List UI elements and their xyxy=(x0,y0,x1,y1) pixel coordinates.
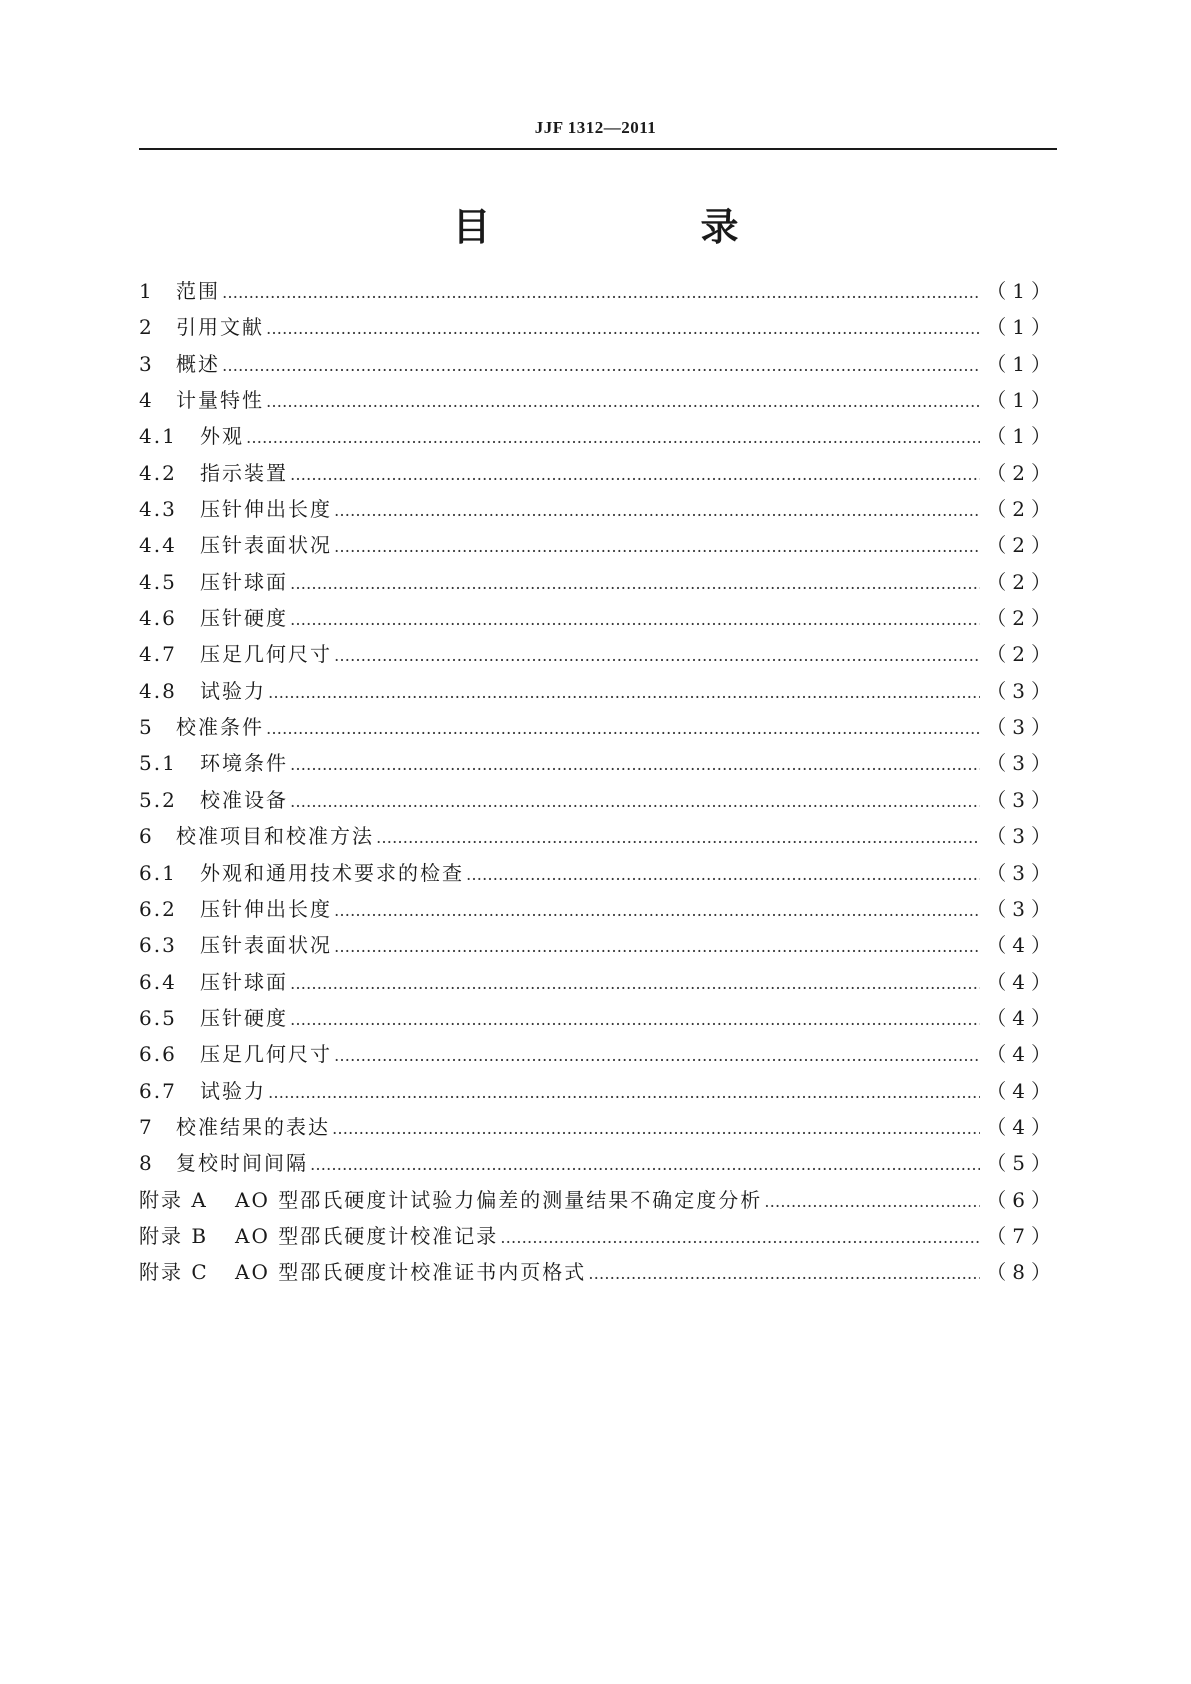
toc-entry-title: 压足几何尺寸 xyxy=(200,642,332,667)
toc-entry-title: 压足几何尺寸 xyxy=(200,1042,332,1067)
toc-entry-title: 复校时间间隔 xyxy=(176,1151,308,1176)
toc-entry[interactable] xyxy=(139,1002,1057,1038)
toc-leader-dots xyxy=(334,646,980,665)
toc-entry[interactable] xyxy=(139,638,1057,674)
toc-entry-page: （2） xyxy=(986,642,1057,667)
toc-entry[interactable] xyxy=(139,1111,1057,1147)
toc-entry-page: （2） xyxy=(986,533,1057,558)
toc-leader-dots xyxy=(332,1119,980,1138)
toc-entry[interactable] xyxy=(139,311,1057,347)
toc-entry-title: 压针球面 xyxy=(200,969,288,994)
toc-leader-dots xyxy=(500,1228,980,1247)
standard-code-header: JJF 1312—2011 xyxy=(534,118,657,137)
toc-entry-page: （3） xyxy=(986,824,1057,849)
toc-leader-dots xyxy=(310,1155,980,1174)
toc-leader-dots xyxy=(588,1264,980,1283)
toc-entry[interactable] xyxy=(139,711,1057,747)
toc-entry[interactable] xyxy=(139,857,1057,893)
toc-entry-number: 附录 B xyxy=(139,1223,209,1248)
toc-leader-dots xyxy=(466,865,980,884)
toc-entry[interactable] xyxy=(139,602,1057,638)
toc-entry-page: （4） xyxy=(986,1042,1057,1067)
toc-entry-title: 压针硬度 xyxy=(200,1005,288,1030)
toc-entry-number: 8 xyxy=(139,1151,154,1176)
toc-entry[interactable] xyxy=(139,529,1057,565)
toc-entry-page: （8） xyxy=(986,1260,1057,1285)
toc-entry-title: 试验力 xyxy=(200,1078,266,1103)
toc-leader-dots xyxy=(246,428,980,447)
toc-entry[interactable] xyxy=(139,384,1057,420)
toc-entry-page: （2） xyxy=(986,569,1057,594)
toc-entry-title: 范围 xyxy=(176,279,220,303)
toc-entry-title: AO 型邵氏硬度计校准证书内页格式 xyxy=(235,1260,587,1285)
toc-entry-title: 校准结果的表达 xyxy=(176,1114,330,1139)
toc-entry-title: 试验力 xyxy=(200,678,266,703)
toc-entry-title: 压针表面状况 xyxy=(200,533,332,558)
toc-leader-dots xyxy=(266,719,980,738)
toc-leader-dots xyxy=(268,683,980,702)
toc-entry-page: （4） xyxy=(986,933,1057,958)
toc-entry-page: （2） xyxy=(986,497,1057,522)
toc-entry-page: （2） xyxy=(986,460,1057,485)
toc-leader-dots xyxy=(376,828,980,847)
toc-leader-dots xyxy=(334,537,980,556)
toc-entry-title: AO 型邵氏硬度计试验力偏差的测量结果不确定度分析 xyxy=(235,1187,763,1212)
toc-entry-number: 6.7 xyxy=(139,1078,177,1103)
toc-entry-number: 4.8 xyxy=(139,678,177,703)
toc-leader-dots xyxy=(334,937,980,956)
toc-entry-number: 6.1 xyxy=(139,860,177,885)
toc-entry-number: 5 xyxy=(139,715,154,740)
toc-entry-title: 引用文献 xyxy=(176,315,264,340)
table-of-contents xyxy=(139,275,1057,1293)
toc-leader-dots xyxy=(334,901,980,920)
toc-entry-title: 概述 xyxy=(176,351,220,376)
toc-leader-dots xyxy=(290,465,980,484)
toc-entry-number: 4.1 xyxy=(139,424,177,449)
toc-entry-number: 4.5 xyxy=(139,569,177,594)
toc-entry-page: （4） xyxy=(986,1114,1057,1139)
toc-entry-number: 5.1 xyxy=(139,751,177,776)
toc-entry-page: （1） xyxy=(986,388,1057,413)
toc-leader-dots xyxy=(290,574,980,593)
toc-entry-title: 校准条件 xyxy=(176,715,264,740)
toc-leader-dots xyxy=(266,392,980,411)
toc-leader-dots xyxy=(290,755,980,774)
toc-entry-page: （4） xyxy=(986,969,1057,994)
toc-entry-number: 1 xyxy=(139,279,154,303)
toc-entry[interactable] xyxy=(139,1038,1057,1074)
toc-leader-dots xyxy=(290,974,980,993)
toc-entry-page: （6） xyxy=(986,1187,1057,1212)
toc-entry-page: （3） xyxy=(986,860,1057,885)
toc-entry-page: （5） xyxy=(986,1151,1057,1176)
toc-entry[interactable] xyxy=(139,1147,1057,1183)
toc-entry[interactable] xyxy=(139,747,1057,783)
toc-entry[interactable] xyxy=(139,1256,1057,1292)
toc-entry[interactable] xyxy=(139,675,1057,711)
toc-entry-page: （3） xyxy=(986,896,1057,921)
toc-entry-number: 6.5 xyxy=(139,1005,177,1030)
toc-entry-title: 压针硬度 xyxy=(200,606,288,631)
toc-entry[interactable] xyxy=(139,566,1057,602)
toc-entry[interactable] xyxy=(139,1075,1057,1111)
toc-entry[interactable] xyxy=(139,893,1057,929)
toc-entry-title: 校准设备 xyxy=(200,787,288,812)
toc-leader-dots xyxy=(266,319,980,338)
toc-leader-dots xyxy=(290,792,980,811)
toc-entry-number: 6.2 xyxy=(139,896,177,921)
toc-entry[interactable] xyxy=(139,348,1057,384)
toc-entry-page: （1） xyxy=(986,279,1057,303)
toc-entry[interactable] xyxy=(139,1220,1057,1256)
toc-leader-dots xyxy=(290,1010,980,1029)
header-divider xyxy=(139,148,1057,150)
toc-entry-page: （3） xyxy=(986,715,1057,740)
toc-leader-dots xyxy=(222,356,980,375)
toc-entry-number: 附录 A xyxy=(139,1187,208,1212)
toc-entry-number: 3 xyxy=(139,351,154,376)
toc-leader-dots xyxy=(334,1046,980,1065)
toc-entry-title: 环境条件 xyxy=(200,751,288,776)
toc-entry-page: （3） xyxy=(986,751,1057,776)
toc-entry-number: 6.6 xyxy=(139,1042,177,1067)
toc-entry-page: （3） xyxy=(986,787,1057,812)
toc-entry[interactable] xyxy=(139,275,1057,311)
toc-entry-page: （7） xyxy=(986,1223,1057,1248)
toc-entry-page: （4） xyxy=(986,1078,1057,1103)
toc-entry-page: （1） xyxy=(986,351,1057,376)
toc-title: 目 录 xyxy=(452,205,825,249)
toc-entry-page: （3） xyxy=(986,678,1057,703)
toc-entry-title: AO 型邵氏硬度计校准记录 xyxy=(235,1223,499,1248)
toc-entry-title: 压针球面 xyxy=(200,569,288,594)
toc-leader-dots xyxy=(334,501,980,520)
toc-entry[interactable] xyxy=(139,929,1057,965)
toc-entry-number: 4.7 xyxy=(139,642,177,667)
toc-entry-page: （2） xyxy=(986,606,1057,631)
toc-entry-number: 4.4 xyxy=(139,533,177,558)
toc-entry-page: （1） xyxy=(986,424,1057,449)
toc-entry[interactable] xyxy=(139,1184,1057,1220)
toc-entry-number: 7 xyxy=(139,1114,154,1139)
toc-entry-title: 计量特性 xyxy=(176,388,264,413)
toc-entry-number: 4.3 xyxy=(139,497,177,522)
toc-entry-number: 6 xyxy=(139,824,154,849)
toc-entry-number: 6.3 xyxy=(139,933,177,958)
toc-leader-dots xyxy=(268,1083,980,1102)
toc-entry-number: 6.4 xyxy=(139,969,177,994)
toc-entry-page: （1） xyxy=(986,315,1057,340)
toc-entry-number: 4.2 xyxy=(139,460,177,485)
toc-leader-dots xyxy=(290,610,980,629)
toc-entry-number: 附录 C xyxy=(139,1260,209,1285)
toc-entry-title: 指示装置 xyxy=(200,460,288,485)
toc-leader-dots xyxy=(222,283,980,302)
toc-entry-title: 校准项目和校准方法 xyxy=(176,824,374,849)
toc-entry-title: 压针伸出长度 xyxy=(200,896,332,921)
toc-entry-title: 外观 xyxy=(200,424,244,449)
toc-entry-title: 压针伸出长度 xyxy=(200,497,332,522)
toc-entry-title: 压针表面状况 xyxy=(200,933,332,958)
toc-entry[interactable] xyxy=(139,420,1057,456)
toc-entry-page: （4） xyxy=(986,1005,1057,1030)
toc-entry[interactable] xyxy=(139,966,1057,1002)
toc-leader-dots xyxy=(764,1192,980,1211)
toc-entry-number: 5.2 xyxy=(139,787,177,812)
toc-entry-number: 2 xyxy=(139,315,154,340)
toc-entry[interactable] xyxy=(139,493,1057,529)
toc-entry-number: 4.6 xyxy=(139,606,177,631)
toc-entry[interactable] xyxy=(139,784,1057,820)
toc-entry-number: 4 xyxy=(139,388,154,413)
toc-entry-title: 外观和通用技术要求的检查 xyxy=(200,860,464,885)
toc-entry[interactable] xyxy=(139,457,1057,493)
toc-entry[interactable] xyxy=(139,820,1057,856)
